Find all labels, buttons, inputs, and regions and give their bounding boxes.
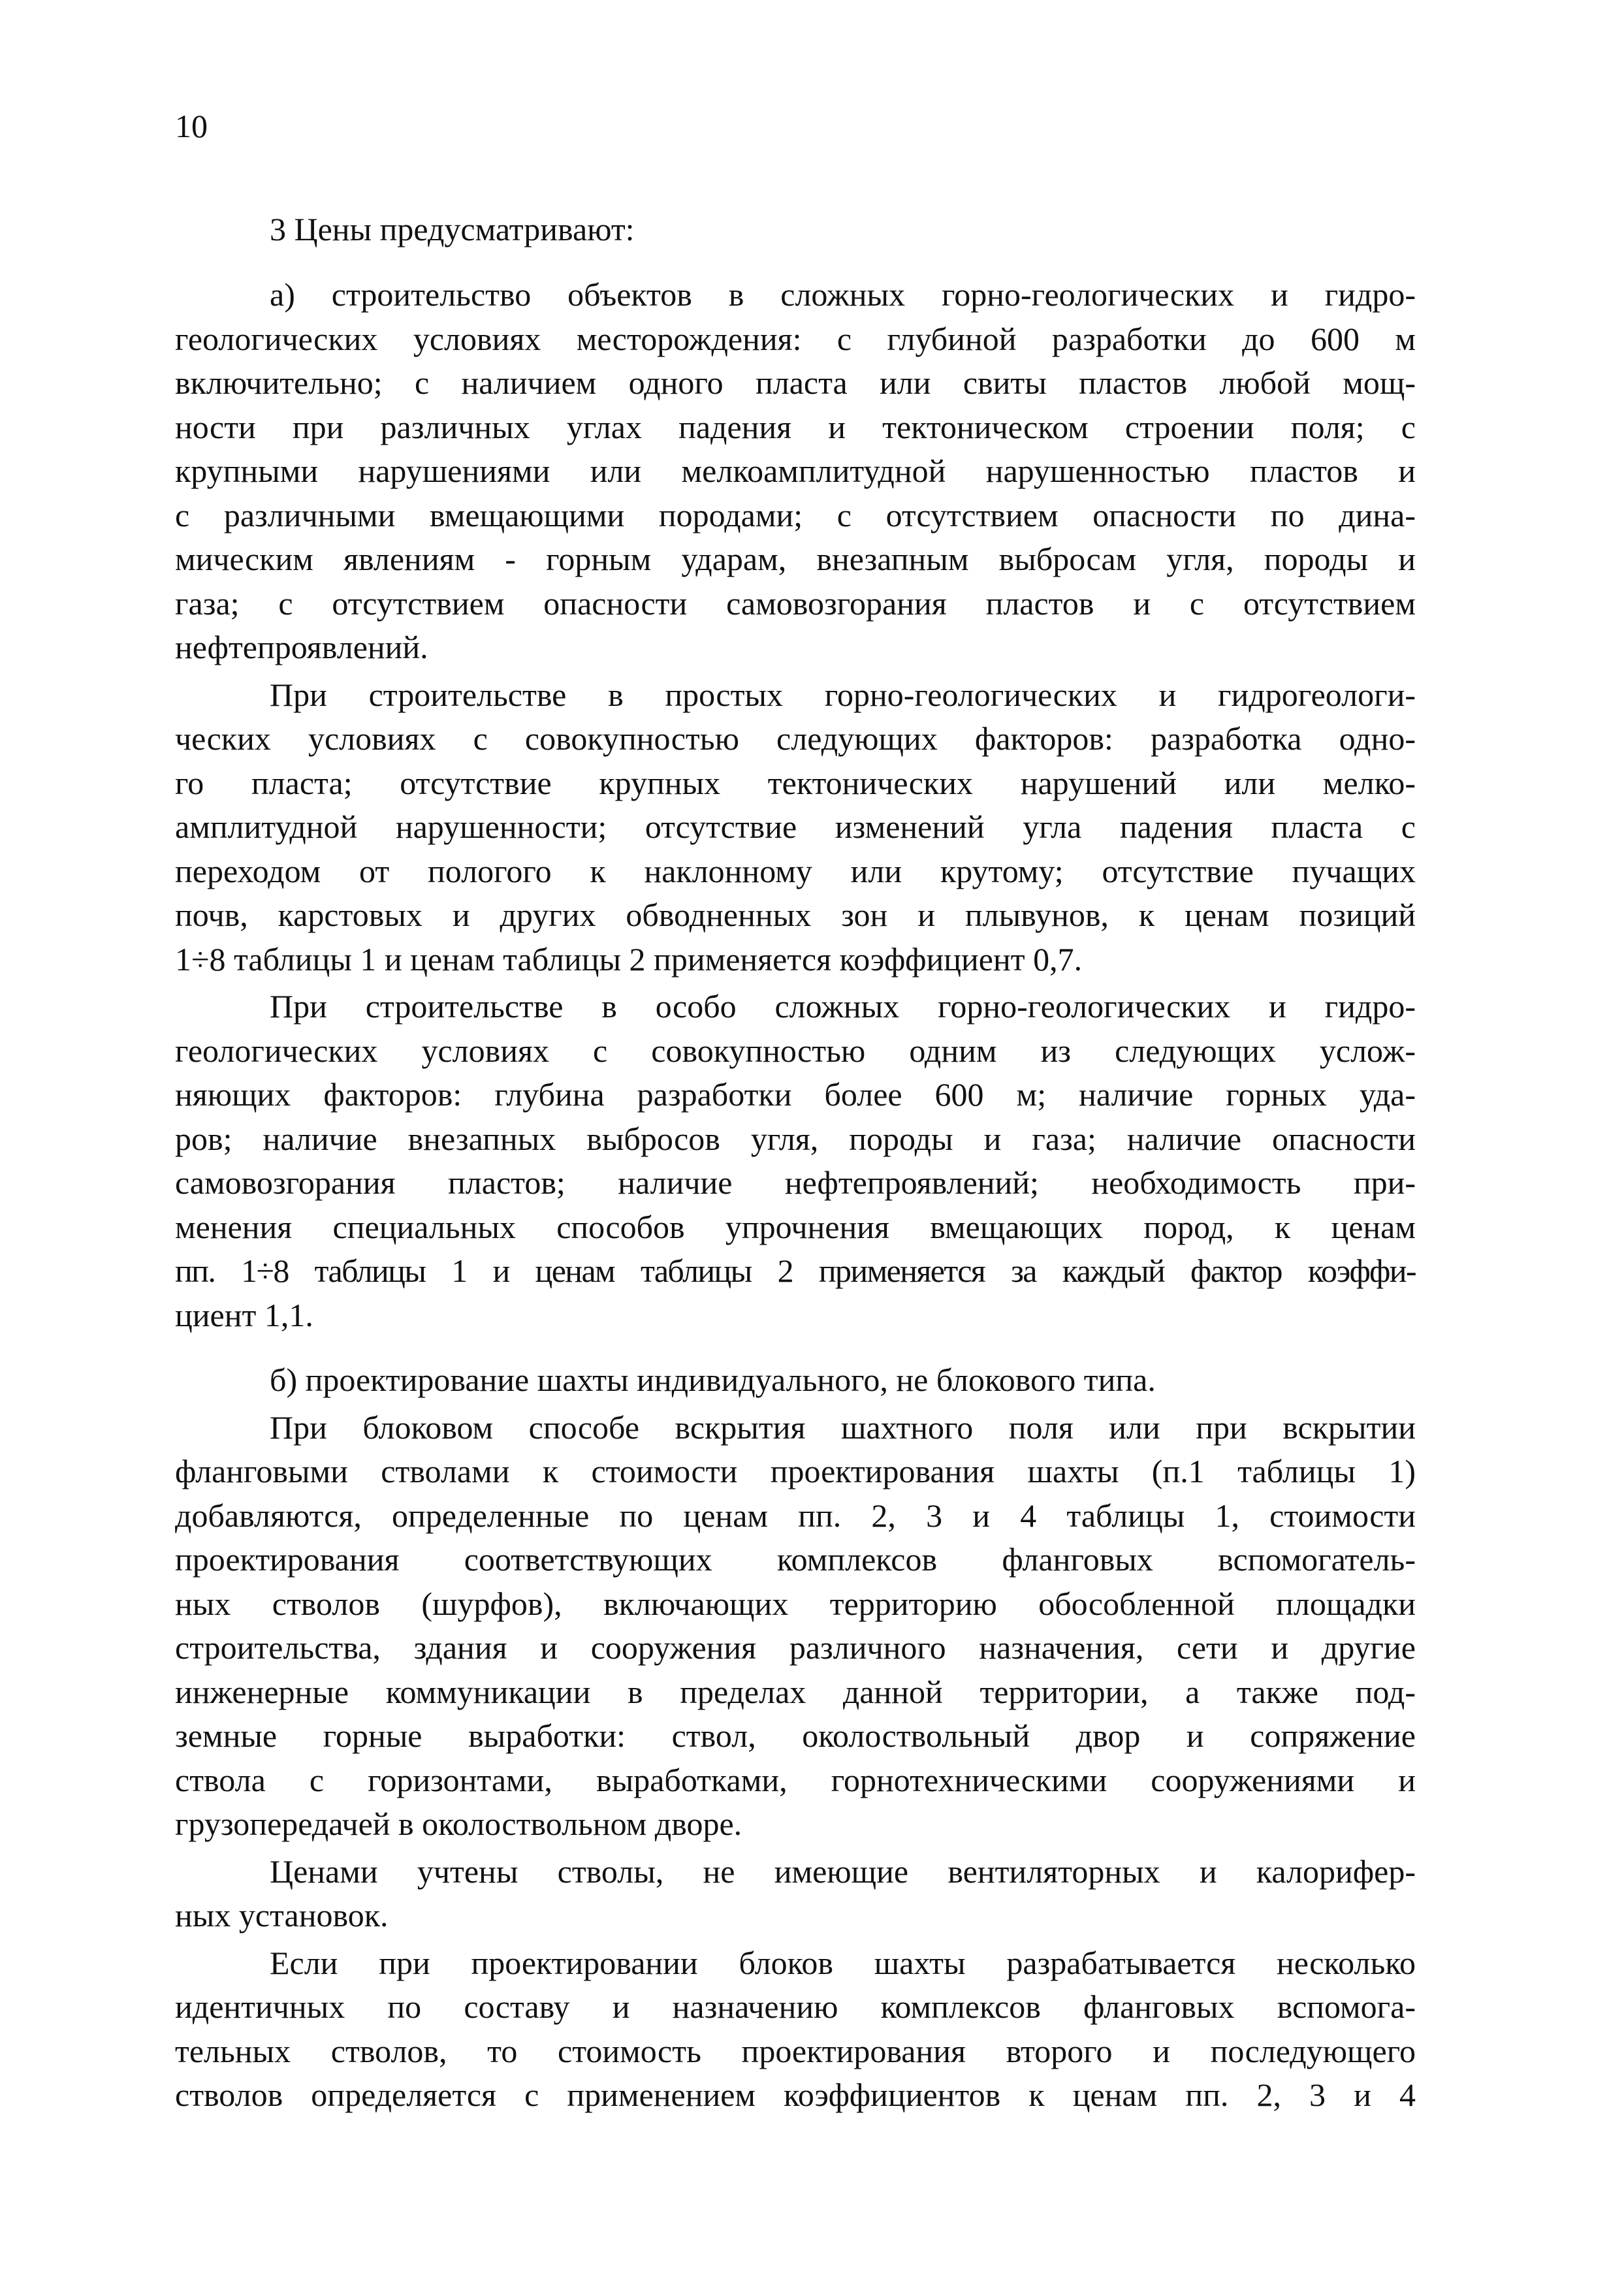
document-body (175, 273, 1416, 2121)
text-line: самовозгорания пластов; наличие нефтепроявлений; необходимость при- (175, 1164, 1416, 1201)
text-line: Ценами учтены стволы, не имеющие вентиляторных и калорифер- (270, 1853, 1416, 1890)
text-line: крупными нарушениями или мелкоамплитудной нарушенностью пластов и (175, 453, 1416, 489)
text-line: тельных стволов, то стоимость проектирования второго и последующего (175, 2032, 1416, 2069)
text-line: почв, карстовых и других обводненных зон и плывунов, к ценам позиций (175, 897, 1416, 933)
text-line: При строительстве в простых горно-геологических и гидрогеологи- (270, 676, 1416, 713)
text-line: ности при различных углах падения и тектоническом строении поля; с (175, 408, 1416, 445)
text-line: строительства, здания и сооружения различного назначения, сети и другие (175, 1629, 1416, 1666)
text-line: а) строительство объектов в сложных горно-геологических и гидро- (270, 276, 1416, 313)
text-line: стволов определяется с применением коэффициентов к ценам пп. 2, 3 и 4 (175, 2077, 1416, 2113)
section-heading (175, 208, 1416, 252)
text-line: ных установок. (175, 1897, 389, 1934)
text-line: добавляются, определенные по ценам пп. 2, 3 и 4 таблицы 1, стоимости (175, 1497, 1416, 1534)
paragraph (175, 1358, 1416, 1403)
text-line: ческих условиях с совокупностью следующих факторов: разработка одно- (175, 720, 1416, 757)
text-line: геологических условиях с совокупностью одним из следующих услож- (175, 1032, 1416, 1069)
text-line: геологических условиях месторождения: с глубиной разработки до 600 м (175, 320, 1416, 357)
text-line: газа; с отсутствием опасности самовозгорания пластов и с отсутствием (175, 584, 1416, 622)
text-line: нефтепроявлений. (175, 629, 428, 665)
text-line: идентичных по составу и назначению комплексов фланговых вспомога- (175, 1988, 1416, 2025)
text-line: няющих факторов: глубина разработки более 600 м; наличие горных уда- (175, 1076, 1416, 1113)
text-line: При блоковом способе вскрытия шахтного поля или при вскрытии (270, 1409, 1416, 1446)
paragraph (175, 1406, 1416, 1847)
text-line: инженерные коммуникации в пределах данной территории, а также под- (175, 1673, 1416, 1710)
text-line: При строительстве в особо сложных горно-геологических и гидро- (270, 988, 1416, 1025)
paragraph (175, 1850, 1416, 1938)
text-line: проектирования соответствующих комплексов фланговых вспомогатель- (175, 1541, 1416, 1578)
text-line: 1÷8 таблицы 1 и ценам таблицы 2 применяется коэффициент 0,7. (175, 940, 1083, 978)
text-line: б) проектирование шахты индивидуального, не блокового типа. (270, 1361, 1156, 1398)
text-line: циент 1,1. (175, 1296, 313, 1333)
heading-text: 3 Цены предусматривают: (270, 211, 635, 247)
text-line: мическим явлениям - горным ударам, внезапным выбросам угля, породы и (175, 541, 1416, 577)
text-line: Если при проектировании блоков шахты разрабатывается несколько (270, 1944, 1416, 1981)
paragraph (175, 273, 1416, 670)
text-line: грузопередачей в околоствольном дворе. (175, 1806, 742, 1842)
text-line: с различными вмещающими породами; с отсутствием опасности по дина- (175, 496, 1416, 533)
text-line: го пласта; отсутствие крупных тектонических нарушений или мелко- (175, 764, 1416, 801)
text-line: амплитудной нарушенности; отсутствие изменений угла падения пласта с (175, 808, 1416, 845)
text-line: ных стволов (шурфов), включающих территорию обособленной площадки (175, 1585, 1416, 1622)
text-line: включительно; с наличием одного пласта или свиты пластов любой мощ- (175, 364, 1416, 401)
paragraph (175, 985, 1416, 1337)
text-line: менения специальных способов упрочнения вмещающих пород, к ценам (175, 1208, 1416, 1245)
text-line: пп. 1÷8 таблицы 1 и ценам таблицы 2 применяется за каждый фактор коэффи- (175, 1252, 1416, 1289)
text-line: ствола с горизонтами, выработками, горнотехническими сооружениями и (175, 1761, 1416, 1798)
page-number: 10 (175, 108, 208, 144)
text-line: переходом от пологого к наклонному или крутому; отсутствие пучащих (175, 852, 1416, 889)
paragraph (175, 1941, 1416, 2118)
text-line: фланговыми стволами к стоимости проектирования шахты (п.1 таблицы 1) (175, 1453, 1416, 1489)
text-line: ров; наличие внезапных выбросов угля, породы и газа; наличие опасности (175, 1120, 1416, 1157)
paragraph (175, 673, 1416, 982)
text-line: земные горные выработки: ствол, околоствольный двор и сопряжение (175, 1717, 1416, 1754)
